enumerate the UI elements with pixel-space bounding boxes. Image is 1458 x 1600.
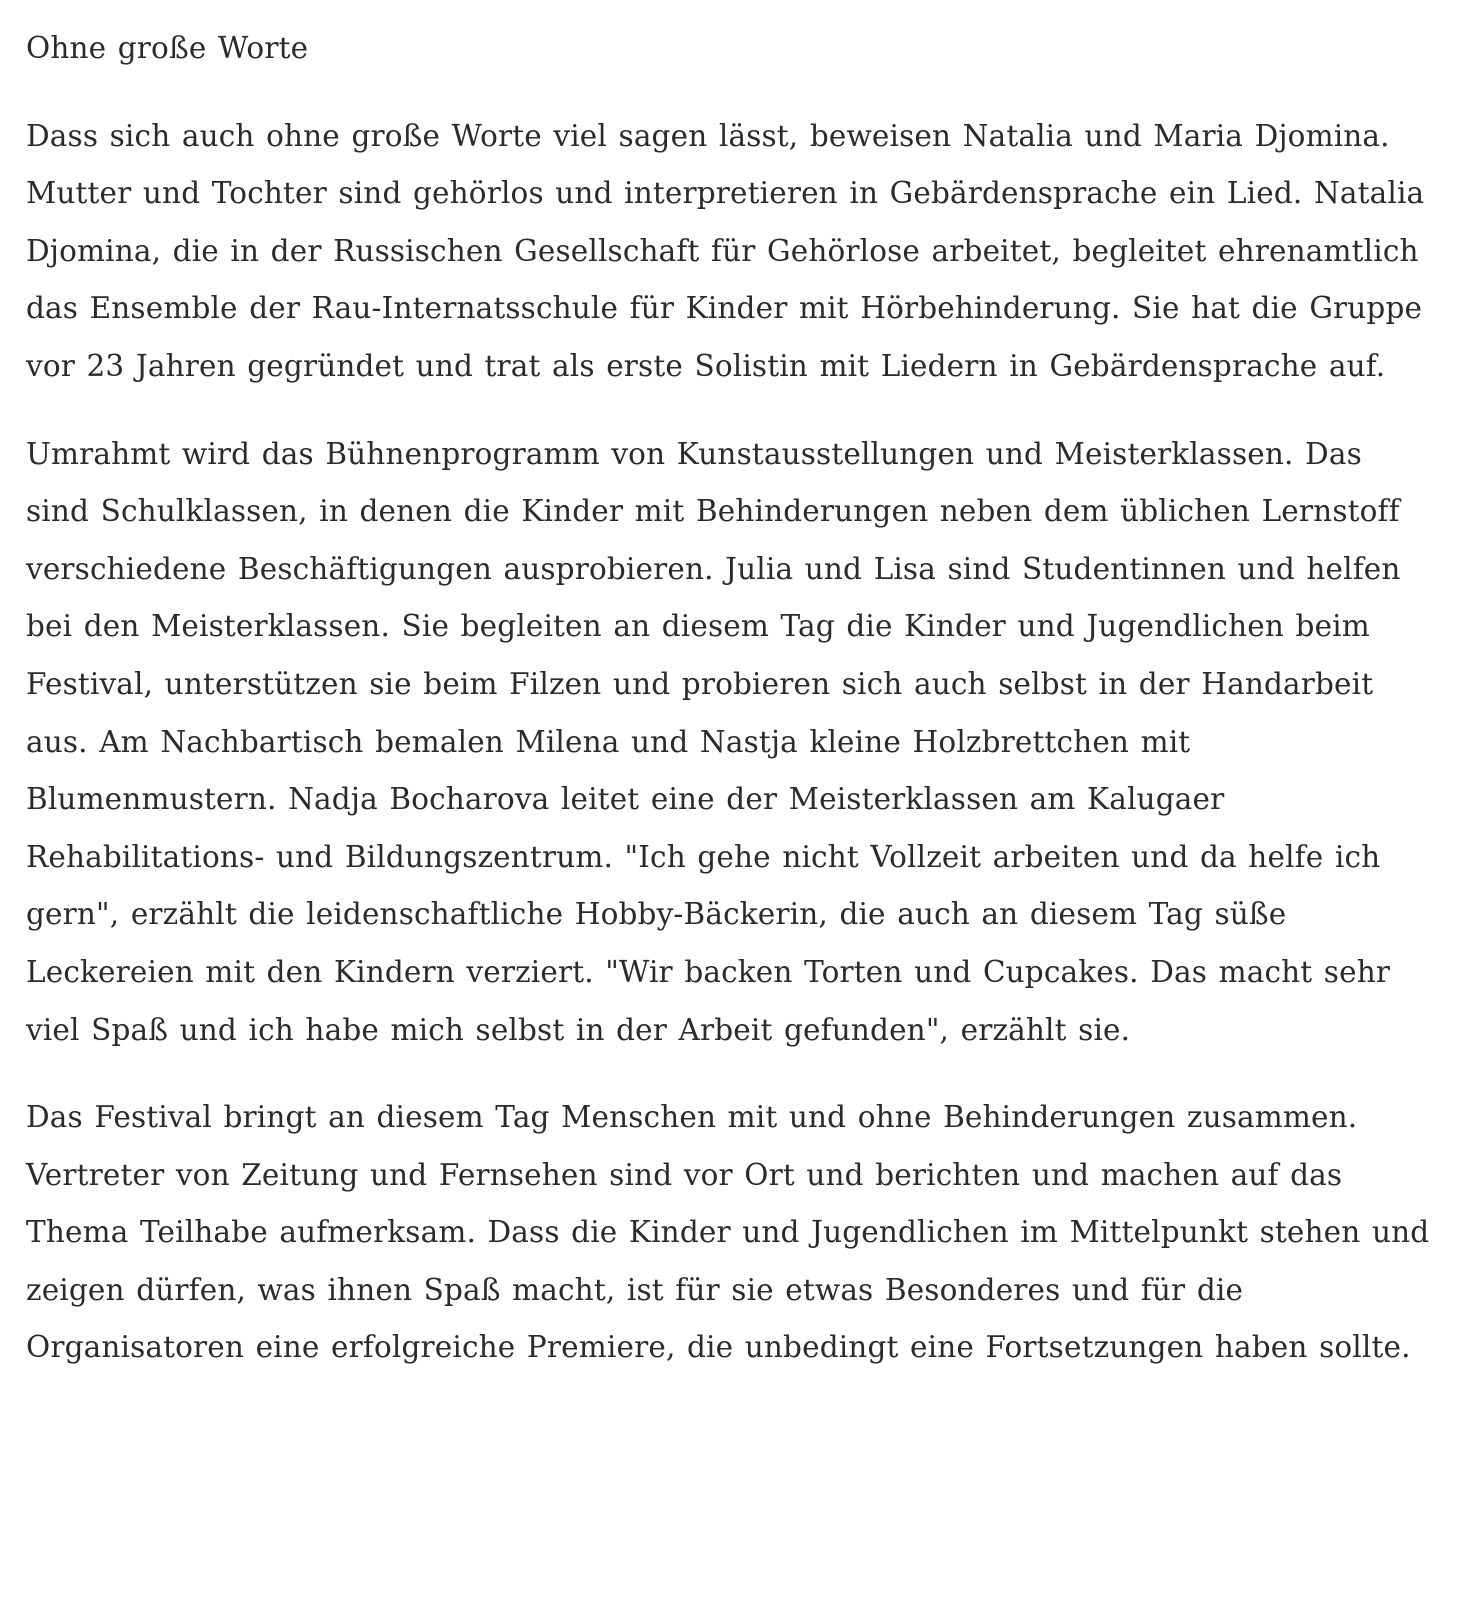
paragraph-djomina: Dass sich auch ohne große Worte viel sagen lässt, beweisen Natalia und Maria Djomina. Mutter und Tochter sind gehörlos und interpretieren in Gebärdensprache ein Lied. Natalia Djomina, die in der Russischen Gesellschaft für Gehörlose arbeitet, begleitet ehrenamtlich das Ensemble der Rau-Internatsschule für Kinder mit Hörbehinderung. Sie hat die Gruppe vor 23 Jahren gegründet und trat als erste Solistin mit Liedern in Gebärdensprache auf. bbox=[26, 118, 1425, 383]
article-body bbox=[26, 0, 1436, 1377]
paragraph-festival: Das Festival bringt an diesem Tag Menschen mit und ohne Behinderungen zusammen. Vertreter von Zeitung und Fernsehen sind vor Ort und berichten und machen auf das Thema Teilhabe aufmerksam. Dass die Kinder und Jugendlichen im Mittelpunkt stehen und zeigen dürfen, was ihnen Spaß macht, ist für sie etwas Besonderes und für die Organisatoren eine erfolgreiche Premiere, die unbedingt eine Fortsetzungen haben sollte. bbox=[26, 1100, 1430, 1365]
section-subheading: Ohne große Worte bbox=[26, 31, 309, 65]
paragraph-meisterklassen: Umrahmt wird das Bühnenprogramm von Kunstausstellungen und Meisterklassen. Das sind Schulklassen, in denen die Kinder mit Behinderungen neben dem üblichen Lernstoff verschiedene Beschäftigungen ausprobieren. Julia und Lisa sind Studentinnen und helfen bei den Meisterklassen. Sie begleiten an diesem Tag die Kinder und Jugendlichen beim Festival, unterstützen sie beim Filzen und probieren sich auch selbst in der Handarbeit aus. Am Nachbartisch bemalen Milena und Nastja kleine Holzbrettchen mit Blumenmustern. Nadja Bocharova leitet eine der Meisterklassen am Kalugaer Rehabilitations- und Bildungszentrum. "Ich gehe nicht Vollzeit arbeiten und da helfe ich gern", erzählt die leidenschaftliche Hobby-Bäckerin, die auch an diesem Tag süße Leckereien mit den Kindern verziert. "Wir backen Torten und Cupcakes. Das macht sehr viel Spaß und ich habe mich selbst in der Arbeit gefunden", erzählt sie. bbox=[26, 436, 1401, 1047]
